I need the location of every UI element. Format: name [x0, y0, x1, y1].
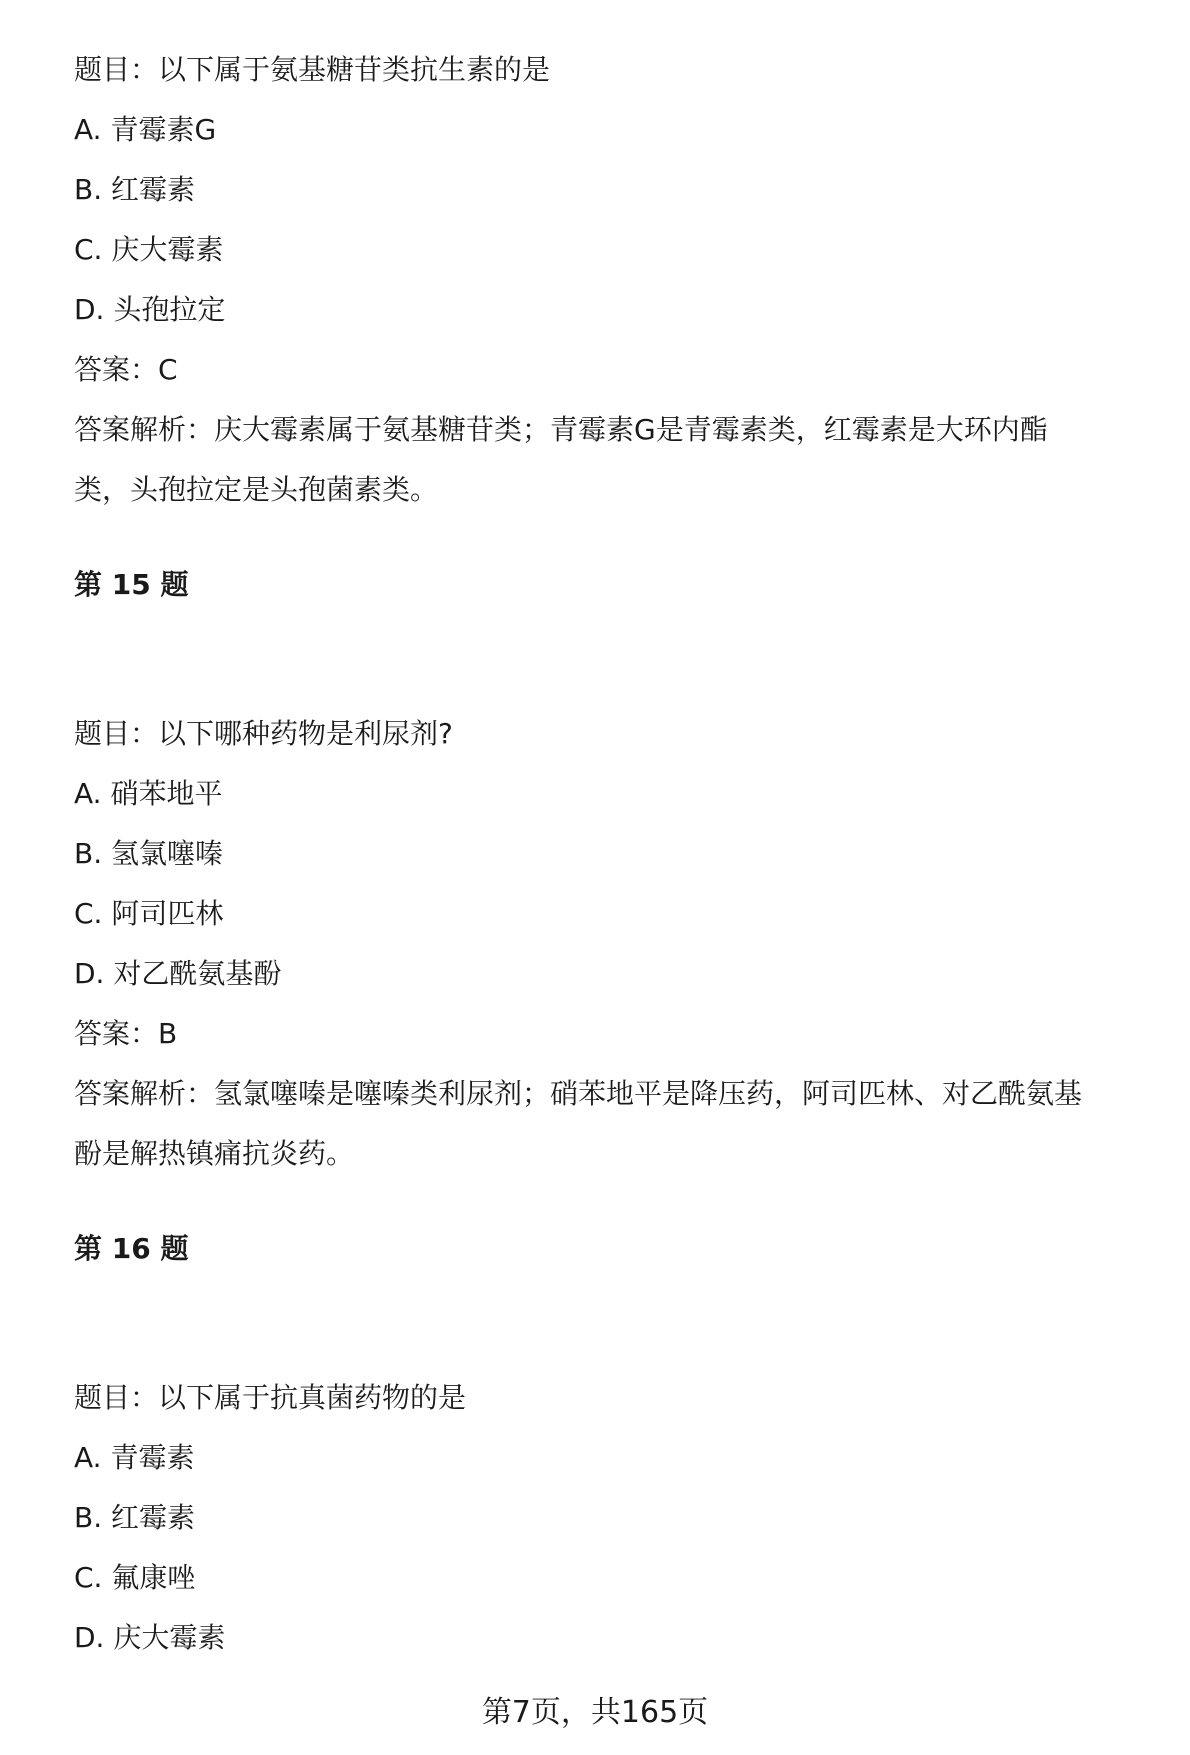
question-stem: 题目：以下属于氨基糖苷类抗生素的是	[74, 53, 551, 86]
answer: 答案：C	[74, 353, 178, 386]
option-a: A. 硝苯地平	[74, 777, 223, 810]
option-c: C. 阿司匹林	[74, 897, 224, 930]
explanation-line-1: 答案解析：庆大霉素属于氨基糖苷类；青霉素G是青霉素类，红霉素是大环内酯	[74, 413, 1048, 446]
option-c: C. 氟康唑	[74, 1561, 196, 1594]
option-b: B. 红霉素	[74, 1501, 196, 1534]
answer: 答案：B	[74, 1017, 178, 1050]
option-a: A. 青霉素G	[74, 113, 217, 146]
page-number: 第7页，共165页	[481, 1695, 709, 1730]
explanation-line-1: 答案解析：氢氯噻嗪是噻嗪类利尿剂；硝苯地平是降压药，阿司匹林、对乙酰氨基	[74, 1077, 1083, 1110]
question-heading: 第 16 题	[74, 1232, 189, 1265]
option-b: B. 氢氯噻嗪	[74, 837, 224, 870]
explanation-line-2: 酚是解热镇痛抗炎药。	[74, 1137, 355, 1170]
option-a: A. 青霉素	[74, 1441, 195, 1474]
question-stem: 题目：以下哪种药物是利尿剂?	[74, 717, 453, 750]
question-stem: 题目：以下属于抗真菌药物的是	[74, 1381, 467, 1414]
question-heading: 第 15 题	[74, 568, 189, 601]
option-c: C. 庆大霉素	[74, 233, 224, 266]
option-d: D. 头孢拉定	[74, 293, 226, 326]
option-d: D. 对乙酰氨基酚	[74, 957, 282, 990]
explanation-line-2: 类，头孢拉定是头孢菌素类。	[74, 473, 439, 506]
option-d: D. 庆大霉素	[74, 1621, 226, 1654]
option-b: B. 红霉素	[74, 173, 196, 206]
